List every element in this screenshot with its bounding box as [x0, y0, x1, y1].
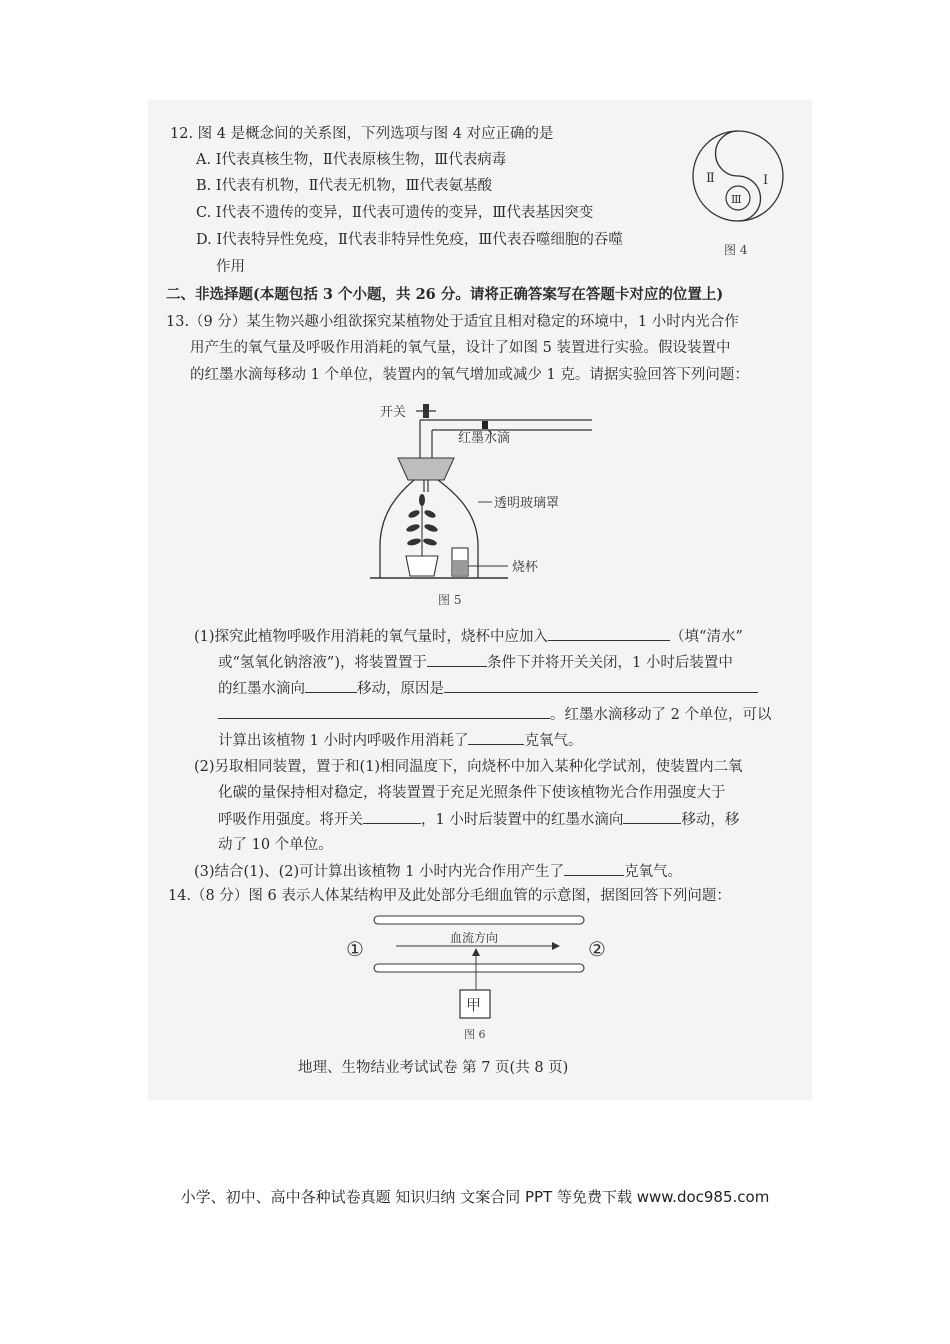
fig5-caption: 图 5: [438, 593, 462, 607]
q13-p2-l3c: 移动，移: [681, 812, 740, 828]
answer-blank[interactable]: [564, 861, 624, 876]
q12-option-d-cont: 作用: [216, 259, 245, 275]
q13-p1-l1a: (1)探究此植物呼吸作用消耗的氧气量时，烧杯中应加入: [194, 629, 549, 645]
q13-intro-1: 13.（9 分）某生物兴趣小组欲探究某植物处于适宜且相对稳定的环境中，1 小时内光合作: [166, 314, 739, 330]
fig6-vessel-bottom: [374, 964, 584, 972]
site-footer: 小学、初中、高中各种试卷真题 知识归纳 文案合同 PPT 等免费下载 www.doc985.com: [180, 1188, 770, 1206]
q13-p1-l4b: 。红墨水滴移动了 2 个单位，可以: [550, 707, 772, 723]
answer-blank[interactable]: [363, 809, 421, 824]
fig6-vessel-top: [374, 916, 584, 924]
q12-stem: 12. 图 4 是概念间的关系图，下列选项与图 4 对应正确的是: [170, 126, 554, 142]
answer-blank[interactable]: [548, 626, 670, 641]
fig5-ink-drop: [482, 421, 488, 429]
q12-option-a: A. Ⅰ代表真核生物，Ⅱ代表原核生物，Ⅲ代表病毒: [196, 152, 507, 168]
q13-p3-a: (3)结合(1)、(2)可计算出该植物 1 小时内光合作用产生了: [194, 864, 565, 880]
q13-p1-l2b: 条件下并将开关关闭，1 小时后装置中: [486, 655, 733, 671]
fig5-stopper: [398, 458, 454, 480]
q13-p1-l3a: 的红墨水滴向: [218, 681, 305, 697]
fig5-label-cover: 透明玻璃罩: [494, 496, 560, 511]
fig6-label-flow: 血流方向: [450, 931, 499, 945]
answer-blank[interactable]: [444, 678, 758, 693]
q13-p2-line1: (2)另取相同装置，置于和(1)相同温度下，向烧杯中加入某种化学试剂，使装置内二氧: [194, 759, 743, 775]
fig5-label-ink: 红墨水滴: [458, 431, 511, 446]
q13-intro-2: 用产生的氧气量及呼吸作用消耗的氧气量，设计了如图 5 装置进行实验。假设装置中: [190, 340, 731, 356]
answer-blank[interactable]: [218, 704, 550, 719]
fig4-label-iii: Ⅲ: [731, 193, 742, 206]
fig6-caption: 图 6: [464, 1028, 486, 1041]
q13-p1-line3: [218, 678, 758, 699]
fig5-pot: [406, 556, 438, 576]
fig4-label-i: Ⅰ: [763, 173, 769, 188]
figure-4: [688, 124, 788, 260]
q13-p1-line4: [218, 704, 771, 725]
q13-p1-l5a: 计算出该植物 1 小时内呼吸作用消耗了: [218, 733, 469, 749]
q13-p2-line3: [218, 809, 739, 830]
answer-blank[interactable]: [468, 730, 524, 745]
q12-option-d: D. Ⅰ代表特异性免疫，Ⅱ代表非特异性免疫，Ⅲ代表吞噬细胞的吞噬: [196, 232, 623, 248]
q13-p1-l2a: 或“氢氧化钠溶液”)，将装置置于: [218, 655, 427, 671]
q13-p3: [194, 861, 682, 882]
figure-6: [340, 910, 620, 1046]
q13-p1-line2: [218, 652, 733, 673]
fig4-s-curve: [716, 131, 761, 221]
figure-5: [370, 396, 610, 614]
q13-p2-l3a: 呼吸作用强度。将开关: [218, 812, 363, 828]
q13-intro-3: 的红墨水滴每移动 1 个单位，装置内的氧气增加或减少 1 克。请据实验回答下列问题：: [190, 367, 749, 383]
section2-title: 二、非选择题(本题包括 3 个小题，共 26 分。请将正确答案写在答题卡对应的位置上): [166, 286, 724, 303]
q13-p1-l3b: 移动，原因是: [357, 681, 444, 697]
q13-p2-l3b: ，1 小时后装置中的红墨水滴向: [421, 812, 624, 828]
fig6-label-right: ②: [588, 937, 606, 961]
q13-p2-line4: 动了 10 个单位。: [218, 837, 333, 853]
q14-stem: 14.（8 分）图 6 表示人体某结构甲及此处部分毛细血管的示意图，据图回答下列问题：: [168, 888, 731, 904]
q13-p1-line1: [194, 626, 743, 647]
q13-p2-line2: 化碳的量保持相对稳定，将装置置于充足光照条件下使该植物光合作用强度大于: [218, 785, 726, 801]
q13-p3-b: 克氧气。: [624, 864, 683, 880]
fig4-caption: 图 4: [724, 243, 748, 257]
exam-page-footer: 地理、生物结业考试试卷 第 7 页(共 8 页): [298, 1060, 569, 1076]
fig6-label-box: 甲: [466, 996, 482, 1014]
fig5-label-switch: 开关: [380, 405, 407, 420]
q13-p1-l1b: （填“清水”: [670, 629, 743, 645]
fig6-label-left: ①: [346, 937, 364, 961]
answer-blank[interactable]: [623, 809, 681, 824]
q12-option-b: B. Ⅰ代表有机物，Ⅱ代表无机物，Ⅲ代表氨基酸: [196, 178, 492, 194]
answer-blank[interactable]: [427, 652, 487, 667]
q13-p1-l5b: 克氧气。: [524, 733, 583, 749]
answer-blank[interactable]: [305, 678, 357, 693]
fig5-label-beaker: 烧杯: [512, 560, 539, 575]
q13-p1-line5: [218, 730, 582, 751]
fig4-label-ii: Ⅱ: [706, 171, 715, 186]
q12-option-c: C. Ⅰ代表不遗传的变异，Ⅱ代表可遗传的变异，Ⅲ代表基因突变: [196, 205, 594, 221]
